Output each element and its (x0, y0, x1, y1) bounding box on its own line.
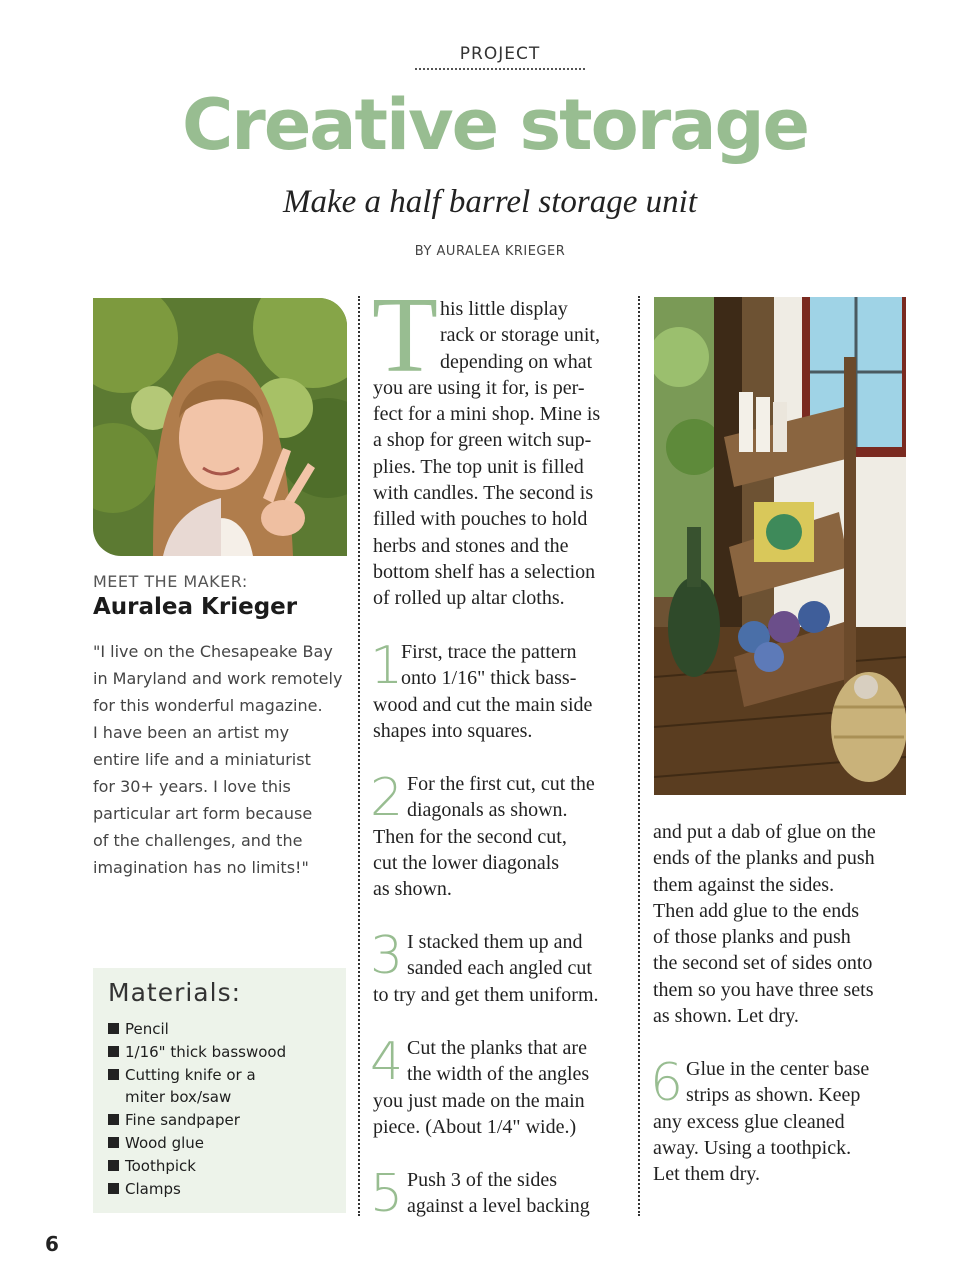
quote-line: "I live on the Chesapeake Bay (93, 642, 333, 661)
materials-box (93, 968, 346, 1213)
step-1-text (373, 639, 592, 744)
page-number: 6 (45, 1232, 59, 1256)
step-line: you just made on the main (373, 1089, 585, 1112)
intro-line: depending on what (440, 350, 593, 373)
intro-line: rack or storage unit, (440, 324, 600, 347)
intro-line: fect for a mini shop. Mine is (373, 403, 601, 426)
continuation-line: them so you have three sets (653, 978, 874, 1001)
step-6-text (653, 1056, 869, 1187)
continuation-line: as shown. Let dry. (653, 1005, 799, 1028)
intro-line: his little display (440, 298, 568, 320)
step-line: any excess glue cleaned (653, 1110, 845, 1133)
step-line: strips as shown. Keep (686, 1084, 861, 1107)
step-number: 1 (370, 636, 404, 696)
page-subtitle: Make a half barrel storage unit (283, 184, 697, 220)
maker-photo (93, 298, 347, 556)
step-line: Then for the second cut, (373, 825, 567, 848)
intro-line: of rolled up altar cloths. (373, 587, 565, 610)
section-divider (415, 68, 585, 70)
page-title: Creative storage (181, 84, 809, 166)
maker-name: Auralea Krieger (93, 594, 298, 620)
quote-line: I have been an artist my (93, 723, 290, 742)
quote-line: entire life and a miniaturist (93, 750, 311, 769)
step-line: Push 3 of the sides (407, 1169, 557, 1191)
intro-line: a shop for green witch sup- (373, 429, 592, 452)
step-line: I stacked them up and (407, 931, 583, 953)
continuation-line: ends of the planks and push (653, 847, 875, 870)
intro-line: you are using it for, is per- (373, 376, 585, 399)
intro-line: filled with pouches to hold (373, 508, 588, 531)
intro-dropcap: T (372, 276, 438, 395)
step-2-text (373, 771, 595, 902)
step-number: 3 (370, 926, 404, 986)
materials-item-continuation: miter box/saw (125, 1088, 232, 1107)
step-line: Glue in the center base (686, 1058, 870, 1080)
intro-line: herbs and stones and the (373, 534, 569, 557)
quote-line: for 30+ years. I love this (93, 777, 291, 796)
step-5-text (373, 1167, 590, 1220)
maker-label: MEET THE MAKER: (93, 572, 248, 591)
column-divider (638, 296, 640, 1216)
step-line: Cut the planks that are (407, 1037, 587, 1059)
materials-item: Wood glue (108, 1132, 286, 1155)
materials-item: Pencil (108, 1018, 286, 1041)
storage-unit-photo (654, 297, 906, 795)
quote-line: of the challenges, and the (93, 831, 303, 850)
continuation-line: the second set of sides onto (653, 952, 873, 975)
step-line: First, trace the pattern (401, 641, 577, 663)
step-4-text (373, 1035, 589, 1140)
step-line: against a level backing (407, 1195, 590, 1218)
byline: BY AURALEA KRIEGER (414, 244, 566, 259)
step-3-text (373, 929, 599, 1008)
materials-item: Fine sandpaper (108, 1109, 286, 1132)
step-number: 4 (370, 1032, 404, 1092)
step-number: 5 (370, 1164, 404, 1224)
step-line: cut the lower diagonals (373, 851, 560, 874)
step-line: Let them dry. (653, 1163, 761, 1186)
step-line: the width of the angles (407, 1063, 590, 1086)
step-line: sanded each angled cut (407, 957, 592, 980)
materials-item: Clamps (108, 1178, 286, 1201)
materials-item: 1/16" thick basswood (108, 1041, 286, 1064)
quote-line: in Maryland and work remotely (93, 669, 343, 688)
intro-line: plies. The top unit is filled (373, 455, 584, 478)
materials-list (108, 1018, 286, 1200)
continuation-line: Then add glue to the ends (653, 899, 860, 922)
continuation-line: them against the sides. (653, 873, 835, 896)
step-line: diagonals as shown. (407, 799, 568, 822)
step-line: wood and cut the main side (373, 693, 593, 716)
step-line: For the first cut, cut the (407, 773, 595, 795)
step-line: to try and get them uniform. (373, 983, 599, 1006)
quote-line: for this wonderful magazine. (93, 696, 323, 715)
step-line: away. Using a toothpick. (653, 1136, 852, 1159)
step-line: onto 1/16" thick bass- (401, 667, 577, 690)
step-number: 6 (650, 1053, 684, 1113)
intro-line: bottom shelf has a selection (373, 560, 596, 583)
materials-title: Materials: (108, 978, 242, 1007)
intro-line: with candles. The second is (373, 482, 594, 505)
quote-line: imagination has no limits!" (93, 858, 309, 877)
step-line: shapes into squares. (373, 719, 533, 742)
materials-item: Toothpick (108, 1155, 286, 1178)
continuation-line: and put a dab of glue on the (653, 821, 876, 843)
continuation-line: of those planks and push (653, 926, 851, 949)
step-line: piece. (About 1/4" wide.) (373, 1115, 577, 1138)
step-number: 2 (370, 768, 404, 828)
intro-paragraph (373, 296, 600, 612)
maker-quote (93, 638, 355, 881)
continuation-paragraph (653, 819, 876, 1029)
section-label: PROJECT (459, 44, 541, 64)
quote-line: particular art form because (93, 804, 313, 823)
materials-item: Cutting knife or a (108, 1064, 286, 1087)
step-line: as shown. (373, 878, 452, 901)
column-divider (358, 296, 360, 1216)
